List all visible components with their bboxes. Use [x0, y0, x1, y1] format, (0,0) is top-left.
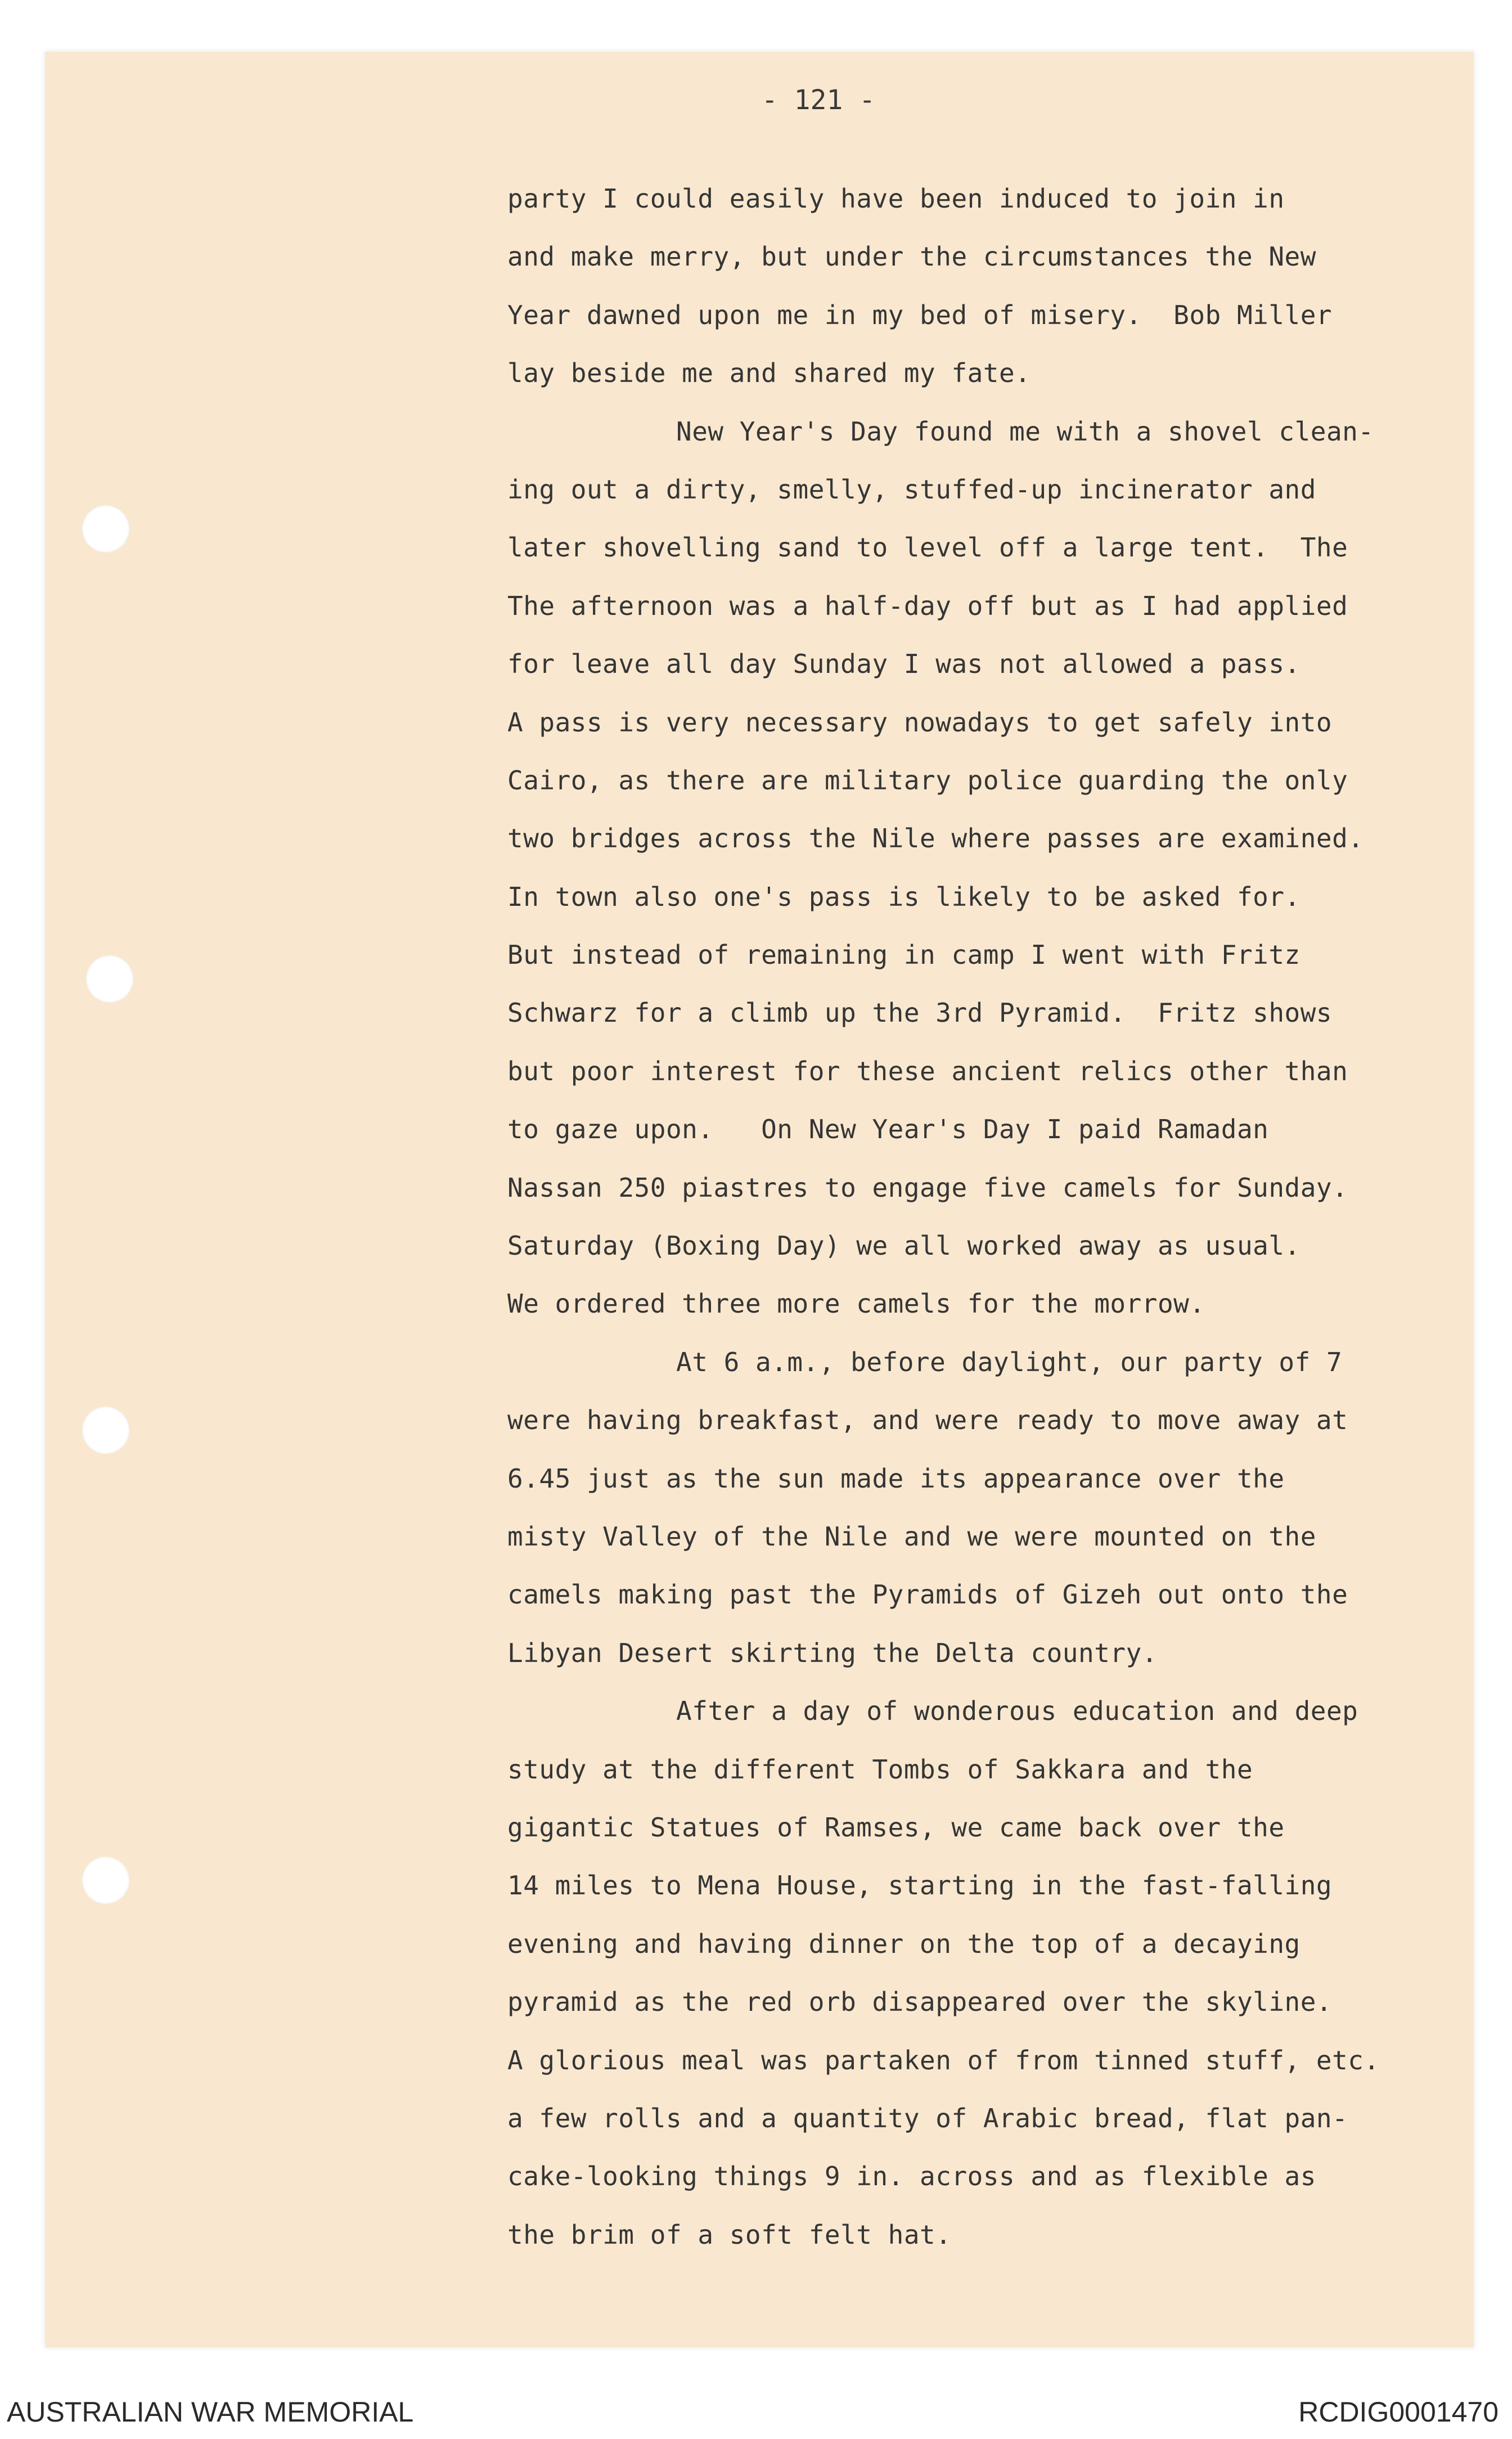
text-line: At 6 a.m., before daylight, our party of 7 — [676, 1346, 1343, 1377]
text-line: a few rolls and a quantity of Arabic bread, flat pan- — [507, 2103, 1348, 2133]
text-line: lay beside me and shared my fate. — [507, 358, 1031, 389]
text-line: and make merry, but under the circumstances the New — [507, 241, 1316, 272]
text-line: gigantic Statues of Ramses, we came back over the — [507, 1812, 1285, 1843]
text-line: party I could easily have been induced to join in — [507, 183, 1285, 214]
document-page — [45, 52, 1474, 2347]
text-line: But instead of remaining in camp I went with Fritz — [507, 940, 1300, 971]
text-line: 14 miles to Mena House, starting in the fast-falling — [507, 1870, 1333, 1901]
text-line: ing out a dirty, smelly, stuffed-up incinerator and — [507, 474, 1316, 505]
footer-archive-name: AUSTRALIAN WAR MEMORIAL — [7, 2396, 414, 2428]
text-line: cake-looking things 9 in. across and as flexible as — [507, 2161, 1316, 2192]
text-line: for leave all day Sunday I was not allowed a pass. — [507, 649, 1300, 680]
text-line: We ordered three more camels for the morrow. — [507, 1288, 1205, 1319]
text-line: Year dawned upon me in my bed of misery. Bob Miller — [507, 299, 1333, 330]
text-line: Schwarz for a climb up the 3rd Pyramid. Fritz shows — [507, 998, 1333, 1028]
text-line: A pass is very necessary nowadays to get safely into — [507, 707, 1333, 738]
text-line: were having breakfast, and were ready to move away at — [507, 1405, 1348, 1436]
text-line: Nassan 250 piastres to engage five camels for Sunday. — [507, 1172, 1348, 1203]
text-line: pyramid as the red orb disappeared over the skyline. — [507, 1987, 1333, 2018]
text-line: but poor interest for these ancient relics other than — [507, 1055, 1348, 1086]
text-line: misty Valley of the Nile and we were mounted on the — [507, 1521, 1316, 1552]
text-line: Libyan Desert skirting the Delta country. — [507, 1637, 1158, 1668]
text-line: evening and having dinner on the top of a decaying — [507, 1928, 1300, 1959]
text-line: Saturday (Boxing Day) we all worked away as usual. — [507, 1230, 1300, 1261]
text-line: the brim of a soft felt hat. — [507, 2219, 952, 2250]
punch-hole — [82, 505, 129, 553]
text-line: The afternoon was a half-day off but as I had applied — [507, 590, 1348, 621]
footer-document-id: RCDIG0001470 — [1298, 2396, 1498, 2428]
text-line: After a day of wonderous education and deep — [676, 1696, 1358, 1727]
text-line: study at the different Tombs of Sakkara and the — [507, 1754, 1253, 1785]
punch-hole — [82, 1407, 129, 1454]
text-line: Cairo, as there are military police guarding the only — [507, 765, 1348, 796]
text-line: A glorious meal was partaken of from tinned stuff, etc. — [507, 2045, 1380, 2076]
punch-hole — [82, 1857, 129, 1904]
punch-hole — [86, 955, 133, 1003]
text-line: camels making past the Pyramids of Gizeh out onto the — [507, 1579, 1348, 1610]
text-line: New Year's Day found me with a shovel clean- — [676, 416, 1374, 447]
text-line: 6.45 just as the sun made its appearance over the — [507, 1463, 1285, 1494]
typed-text-body — [507, 170, 1464, 2264]
text-line: In town also one's pass is likely to be asked for. — [507, 881, 1300, 912]
text-line: two bridges across the Nile where passes are examined. — [507, 823, 1364, 854]
text-line: later shovelling sand to level off a large tent. The — [507, 532, 1348, 563]
page-number: - 121 - — [761, 84, 876, 116]
text-line: to gaze upon. On New Year's Day I paid Ramadan — [507, 1114, 1269, 1145]
